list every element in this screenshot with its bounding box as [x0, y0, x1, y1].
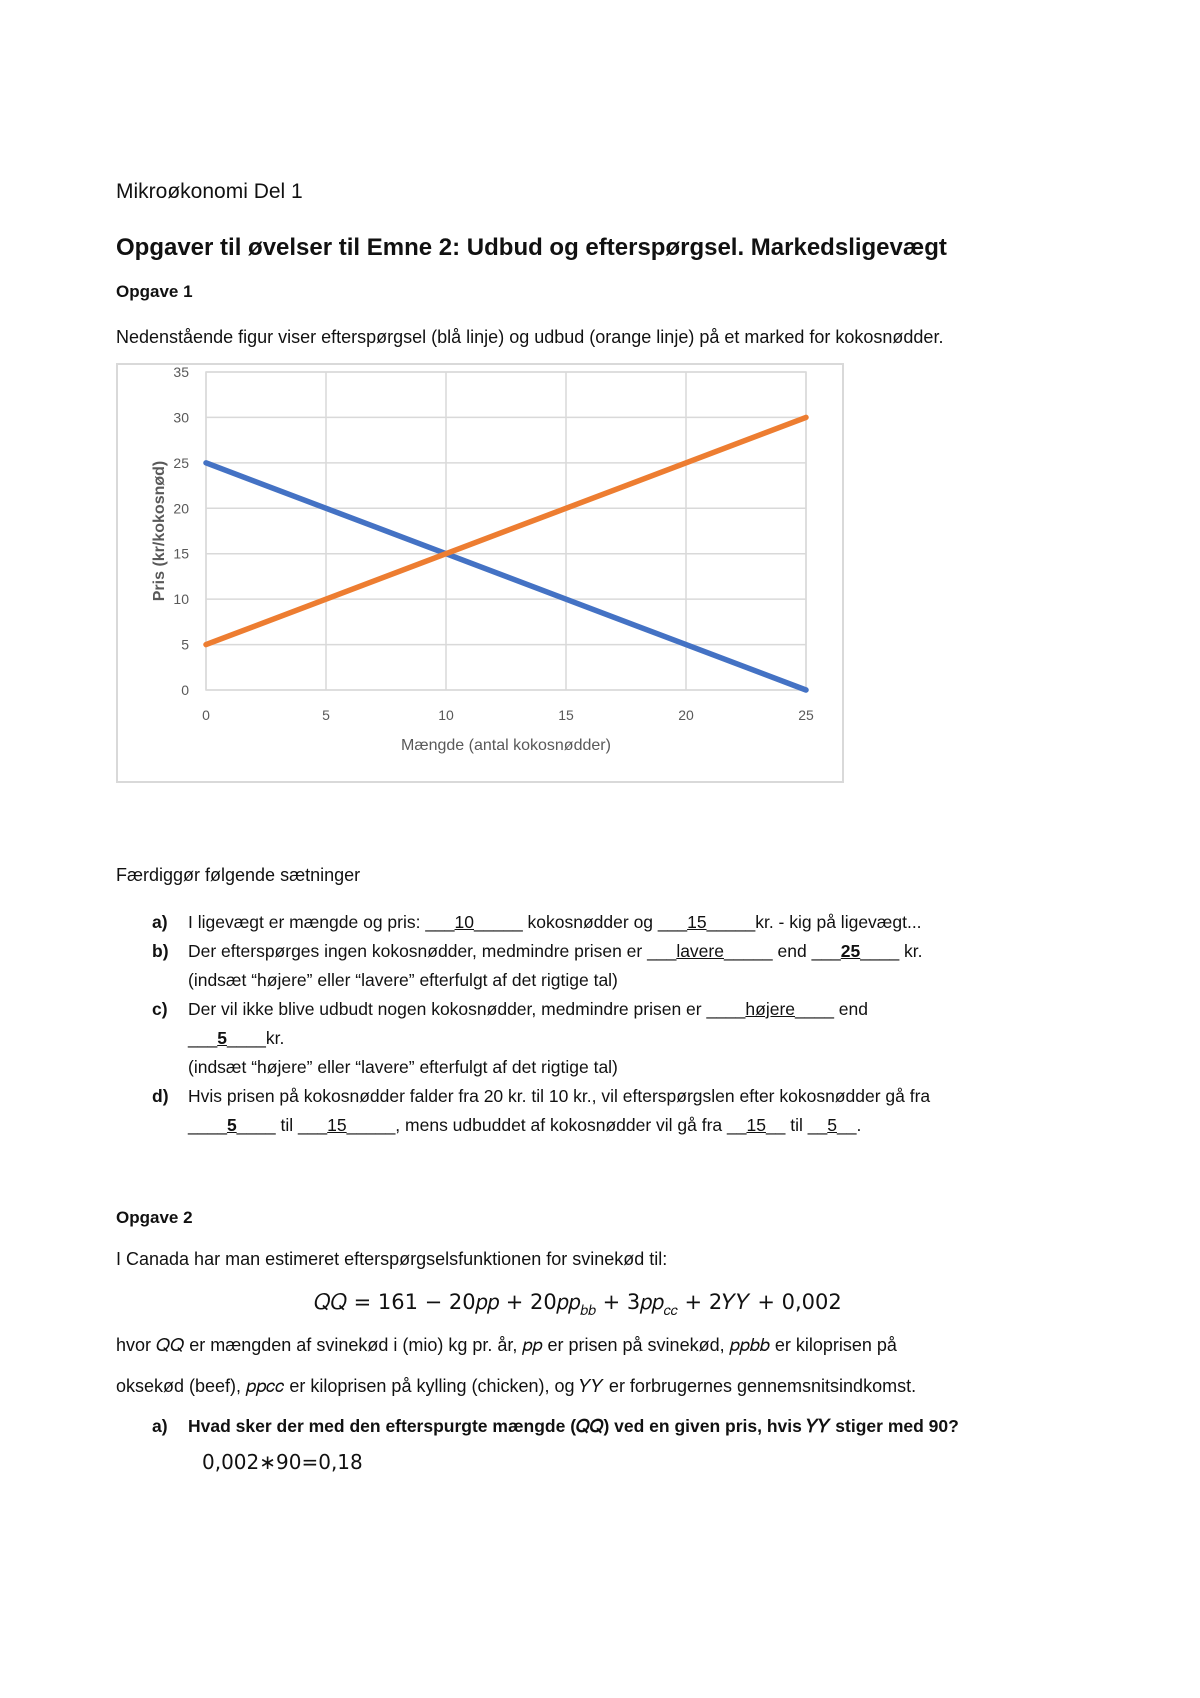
answer-blank: 15 — [746, 1115, 766, 1135]
supply-demand-chart — [116, 363, 844, 783]
series-line-supply — [206, 417, 806, 644]
y-tick-label: 0 — [181, 682, 189, 698]
y-tick-label: 35 — [173, 365, 189, 380]
sentence-text: ____ end — [795, 999, 869, 1019]
answer-blank: lavere — [676, 941, 724, 961]
item-label: c) — [152, 999, 168, 1019]
variable-explanation-line-1: hvor 𝑄𝑄 er mængden af svinekød i (mio) kg pr. år, 𝑝𝑝 er prisen på svinekød, 𝑝𝑝𝑏𝑏 er kiloprisen på — [116, 1335, 897, 1355]
exercise-1-intro: Nedenstående figur viser efterspørgsel (blå linje) og udbud (orange linje) på et marked for kokosnødder. — [116, 327, 944, 347]
question-text: Hvad sker der med den efterspurgte mængde (𝑄𝑄) ved en given pris, hvis 𝑌𝑌 stiger med 90? — [188, 1416, 959, 1436]
sentence-c-line2 — [188, 1028, 284, 1049]
sentence-text: Der vil ikke blive udbudt nogen kokosnødder, medmindre prisen er ____ — [188, 999, 746, 1019]
answer-blank: 25 — [840, 941, 861, 961]
equation-subscript: 𝑐𝑐 — [663, 1303, 678, 1319]
item-label: a) — [152, 1416, 168, 1436]
item-label: a) — [152, 912, 168, 932]
exercise-2-heading: Opgave 2 — [116, 1208, 193, 1227]
x-tick-label: 20 — [678, 707, 694, 723]
y-tick-label: 15 — [173, 545, 189, 562]
item-label: b) — [152, 941, 169, 961]
y-tick-label: 10 — [173, 591, 189, 608]
demand-equation — [314, 1290, 842, 1319]
answer-blank: 5 — [217, 1028, 227, 1048]
x-tick-label: 5 — [322, 707, 330, 723]
document-subtitle: Mikroøkonomi Del 1 — [116, 180, 303, 203]
sentence-text: ___ — [188, 1028, 218, 1048]
sentence-c-hint: (indsæt “højere” eller “lavere” efterfulgt af det rigtige tal) — [188, 1057, 618, 1077]
sentence-text: Hvis prisen på kokosnødder falder fra 20 kr. til 10 kr., vil efterspørgslen efter kokosnødder gå fra — [188, 1086, 931, 1106]
sentence-text: _____kr. - kig på ligevægt... — [706, 912, 922, 932]
answer-blank: 10 — [454, 912, 475, 932]
sentence-b — [152, 941, 923, 962]
answer-blank: 15 — [327, 1115, 347, 1135]
y-tick-label: 20 — [173, 500, 189, 517]
exercise-2-intro: I Canada har man estimeret efterspørgselsfunktionen for svinekød til: — [116, 1249, 668, 1269]
sentence-text: __. — [836, 1115, 862, 1135]
sentence-text: I ligevægt er mængde og pris: ___ — [188, 912, 455, 932]
y-tick-label: 5 — [181, 636, 189, 653]
sentence-text: ____ til ___ — [236, 1115, 328, 1135]
x-tick-label: 25 — [798, 707, 814, 723]
x-tick-label: 15 — [558, 707, 574, 723]
answer-blank: 5 — [226, 1115, 237, 1135]
variable-explanation-line-2: oksekød (beef), 𝑝𝑝𝑐𝑐 er kiloprisen på kylling (chicken), og 𝑌𝑌 er forbrugernes gennemsnitsindkomst. — [116, 1376, 917, 1396]
sentence-d — [152, 1086, 930, 1107]
sentence-text: _____, mens udbuddet af kokosnødder vil gå fra __ — [346, 1115, 747, 1135]
sentence-text: _____ kokosnødder og ___ — [474, 912, 688, 932]
sentence-text: _____ end ___ — [723, 941, 841, 961]
answer-a: 0,002∗90=0,18 — [202, 1450, 363, 1474]
answer-blank: 15 — [687, 912, 707, 932]
exercise-1-heading: Opgave 1 — [116, 282, 193, 301]
x-tick-label: 0 — [202, 707, 210, 723]
x-axis-label: Mængde (antal kokosnødder) — [401, 737, 611, 754]
sentence-text: __ til __ — [765, 1115, 828, 1135]
sentence-b-hint: (indsæt “højere” eller “lavere” efterfulgt af det rigtige tal) — [188, 970, 618, 990]
sentence-c — [152, 999, 868, 1020]
answer-blank: højere — [745, 999, 796, 1019]
answer-blank: 5 — [827, 1115, 837, 1135]
series-line-demand — [206, 463, 806, 690]
y-tick-label: 30 — [173, 409, 189, 426]
sentence-d-line2 — [188, 1115, 861, 1136]
y-axis-label: Pris (kr/kokosnød) — [151, 460, 168, 602]
sentence-text: ____kr. — [226, 1028, 285, 1048]
equation-part: + 2𝑌𝑌 + 0,002 — [677, 1290, 842, 1314]
equation-part: + 3𝑝𝑝 — [595, 1290, 664, 1314]
equation-subscript: 𝑏𝑏 — [580, 1303, 596, 1319]
chart-svg — [118, 365, 846, 785]
x-tick-label: 10 — [438, 707, 454, 723]
sentence-text: Der efterspørges ingen kokosnødder, medmindre prisen er ___ — [188, 941, 677, 961]
item-label: d) — [152, 1086, 169, 1106]
sentence-text: ____ — [188, 1115, 227, 1135]
sentence-text: ____ kr. — [860, 941, 923, 961]
equation-part: 𝑄𝑄 = 161 − 20𝑝𝑝 + 20𝑝𝑝 — [314, 1290, 581, 1314]
complete-sentences-label: Færdiggør følgende sætninger — [116, 865, 361, 885]
y-tick-label: 25 — [173, 454, 189, 471]
document-title: Opgaver til øvelser til Emne 2: Udbud og efterspørgsel. Markedsligevægt — [116, 234, 947, 261]
question-a — [152, 1416, 959, 1437]
sentence-a — [152, 912, 922, 933]
